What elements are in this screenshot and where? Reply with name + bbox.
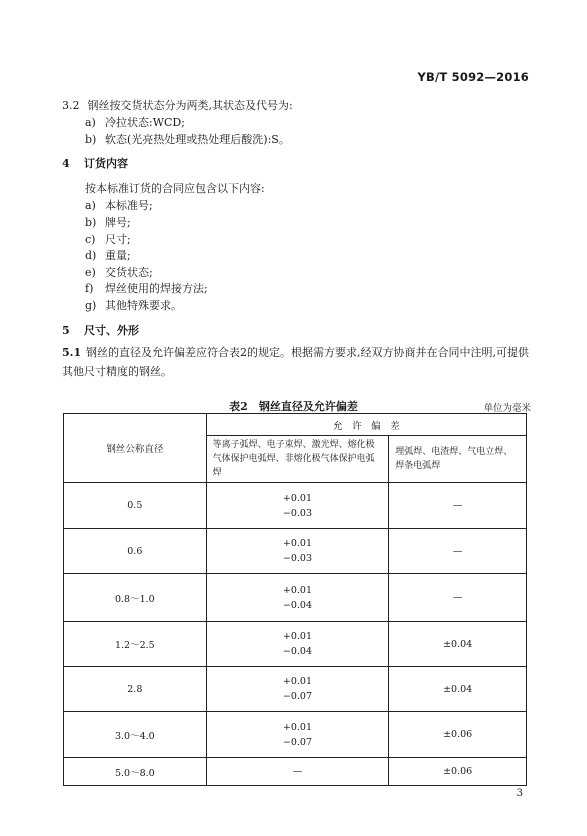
tol-plus: +0.01	[282, 538, 313, 549]
cell-tolerance-b: ±0.04	[389, 622, 527, 667]
section-number: 5.1	[62, 346, 82, 359]
cell-diameter: 1.2～2.5	[64, 622, 207, 667]
table-row	[64, 529, 527, 574]
item-label: b)	[85, 133, 97, 146]
cell-diameter: 5.0～8.0	[64, 758, 207, 786]
diameter-tolerance-table	[63, 413, 527, 786]
cell-tolerance-a	[206, 712, 389, 758]
item-label: f)	[85, 282, 94, 295]
cell-tolerance-b: ±0.04	[389, 667, 527, 712]
list-item	[85, 131, 290, 147]
section-title: 订货内容	[84, 157, 128, 170]
item-text: 本标准号;	[105, 199, 153, 212]
section-4-heading	[62, 155, 128, 171]
cell-diameter: 0.5	[64, 483, 207, 529]
section-title: 尺寸、外形	[84, 324, 139, 337]
cell-tolerance-a	[206, 622, 389, 667]
list-item	[85, 247, 131, 263]
table-row	[64, 667, 527, 712]
cell-tolerance-a	[206, 667, 389, 712]
list-item	[85, 197, 153, 213]
standard-code: YB/T 5092—2016	[417, 70, 529, 84]
tol-plus: +0.01	[282, 492, 313, 504]
item-label: a)	[85, 199, 96, 212]
item-label: a)	[85, 116, 96, 129]
list-item	[85, 214, 131, 230]
tol-minus: −0.07	[282, 691, 313, 702]
item-text: 其他特殊要求。	[105, 299, 182, 312]
item-text: 尺寸;	[105, 233, 131, 246]
cell-tolerance-a	[206, 574, 389, 622]
tol-plus: +0.01	[282, 721, 313, 733]
tol-minus: −0.04	[282, 646, 313, 657]
section-number: 3.2	[62, 99, 80, 112]
page-number: 3	[516, 788, 523, 799]
item-label: c)	[85, 233, 96, 246]
tol-minus: −0.04	[282, 599, 313, 611]
section-number: 4	[62, 157, 70, 170]
cell-tolerance-b: —	[389, 483, 527, 529]
item-text: 重量;	[105, 249, 131, 262]
tol-plus: +0.01	[282, 676, 313, 687]
list-item	[85, 114, 185, 130]
header-tolerance: 允 许 偏 差	[206, 414, 526, 436]
tol-plus: +0.01	[282, 584, 313, 596]
cell-tolerance-b: —	[389, 574, 527, 622]
section-4-intro: 按本标准订货的合同应包含以下内容:	[85, 182, 265, 195]
section-3-2	[62, 97, 293, 113]
list-item	[85, 231, 131, 247]
cell-tolerance-b: ±0.06	[389, 758, 527, 786]
list-item	[85, 297, 182, 313]
section-text: 钢丝按交货状态分为两类,其状态及代号为:	[87, 99, 293, 112]
item-label: e)	[85, 266, 96, 279]
list-item	[85, 264, 153, 280]
table-row	[64, 574, 527, 622]
table-title: 表2 钢丝直径及允许偏差	[229, 400, 358, 413]
section-text: 钢丝的直径及允许偏差应符合表2的规定。根据需方要求,经双方协商并在合同中注明,可提供其他尺寸精度的钢丝。	[62, 346, 529, 378]
table-unit: 单位为毫米	[483, 403, 531, 414]
cell-diameter: 3.0～4.0	[64, 712, 207, 758]
item-text: 交货状态;	[105, 266, 153, 279]
table-row	[64, 758, 527, 786]
item-text: 软态(光亮热处理或热处理后酸洗):S。	[105, 133, 290, 146]
tol-minus: −0.07	[282, 736, 313, 748]
tol-minus: −0.03	[282, 507, 313, 519]
item-label: d)	[85, 249, 97, 262]
cell-tolerance-b: ±0.06	[389, 712, 527, 758]
header-col-a: 等离子弧焊、电子束焊、激光焊、熔化极气体保护电弧焊、非熔化极气体保护电弧焊	[206, 436, 389, 483]
table-row	[64, 622, 527, 667]
cell-diameter: 0.6	[64, 529, 207, 574]
section-number: 5	[62, 324, 70, 337]
tol-plus: +0.01	[282, 631, 313, 642]
item-text: 焊丝使用的焊接方法;	[105, 282, 208, 295]
list-item	[85, 280, 208, 296]
section-5-heading	[62, 322, 139, 338]
item-label: b)	[85, 216, 97, 229]
item-text: 牌号;	[105, 216, 131, 229]
header-diameter: 钢丝公称直径	[64, 414, 207, 483]
header-col-b: 埋弧焊、电渣焊、气电立焊、焊条电弧焊	[389, 436, 527, 483]
item-label: g)	[85, 299, 97, 312]
cell-tolerance-a	[206, 529, 389, 574]
table-row	[64, 712, 527, 758]
cell-tolerance-b: —	[389, 529, 527, 574]
section-5-1	[62, 343, 532, 381]
cell-tolerance-a	[206, 483, 389, 529]
tol-minus: −0.03	[282, 553, 313, 564]
cell-tolerance-a: —	[206, 758, 389, 786]
cell-diameter: 2.8	[64, 667, 207, 712]
table-row	[64, 483, 527, 529]
item-text: 冷拉状态:WCD;	[105, 116, 185, 129]
cell-diameter: 0.8～1.0	[64, 574, 207, 622]
